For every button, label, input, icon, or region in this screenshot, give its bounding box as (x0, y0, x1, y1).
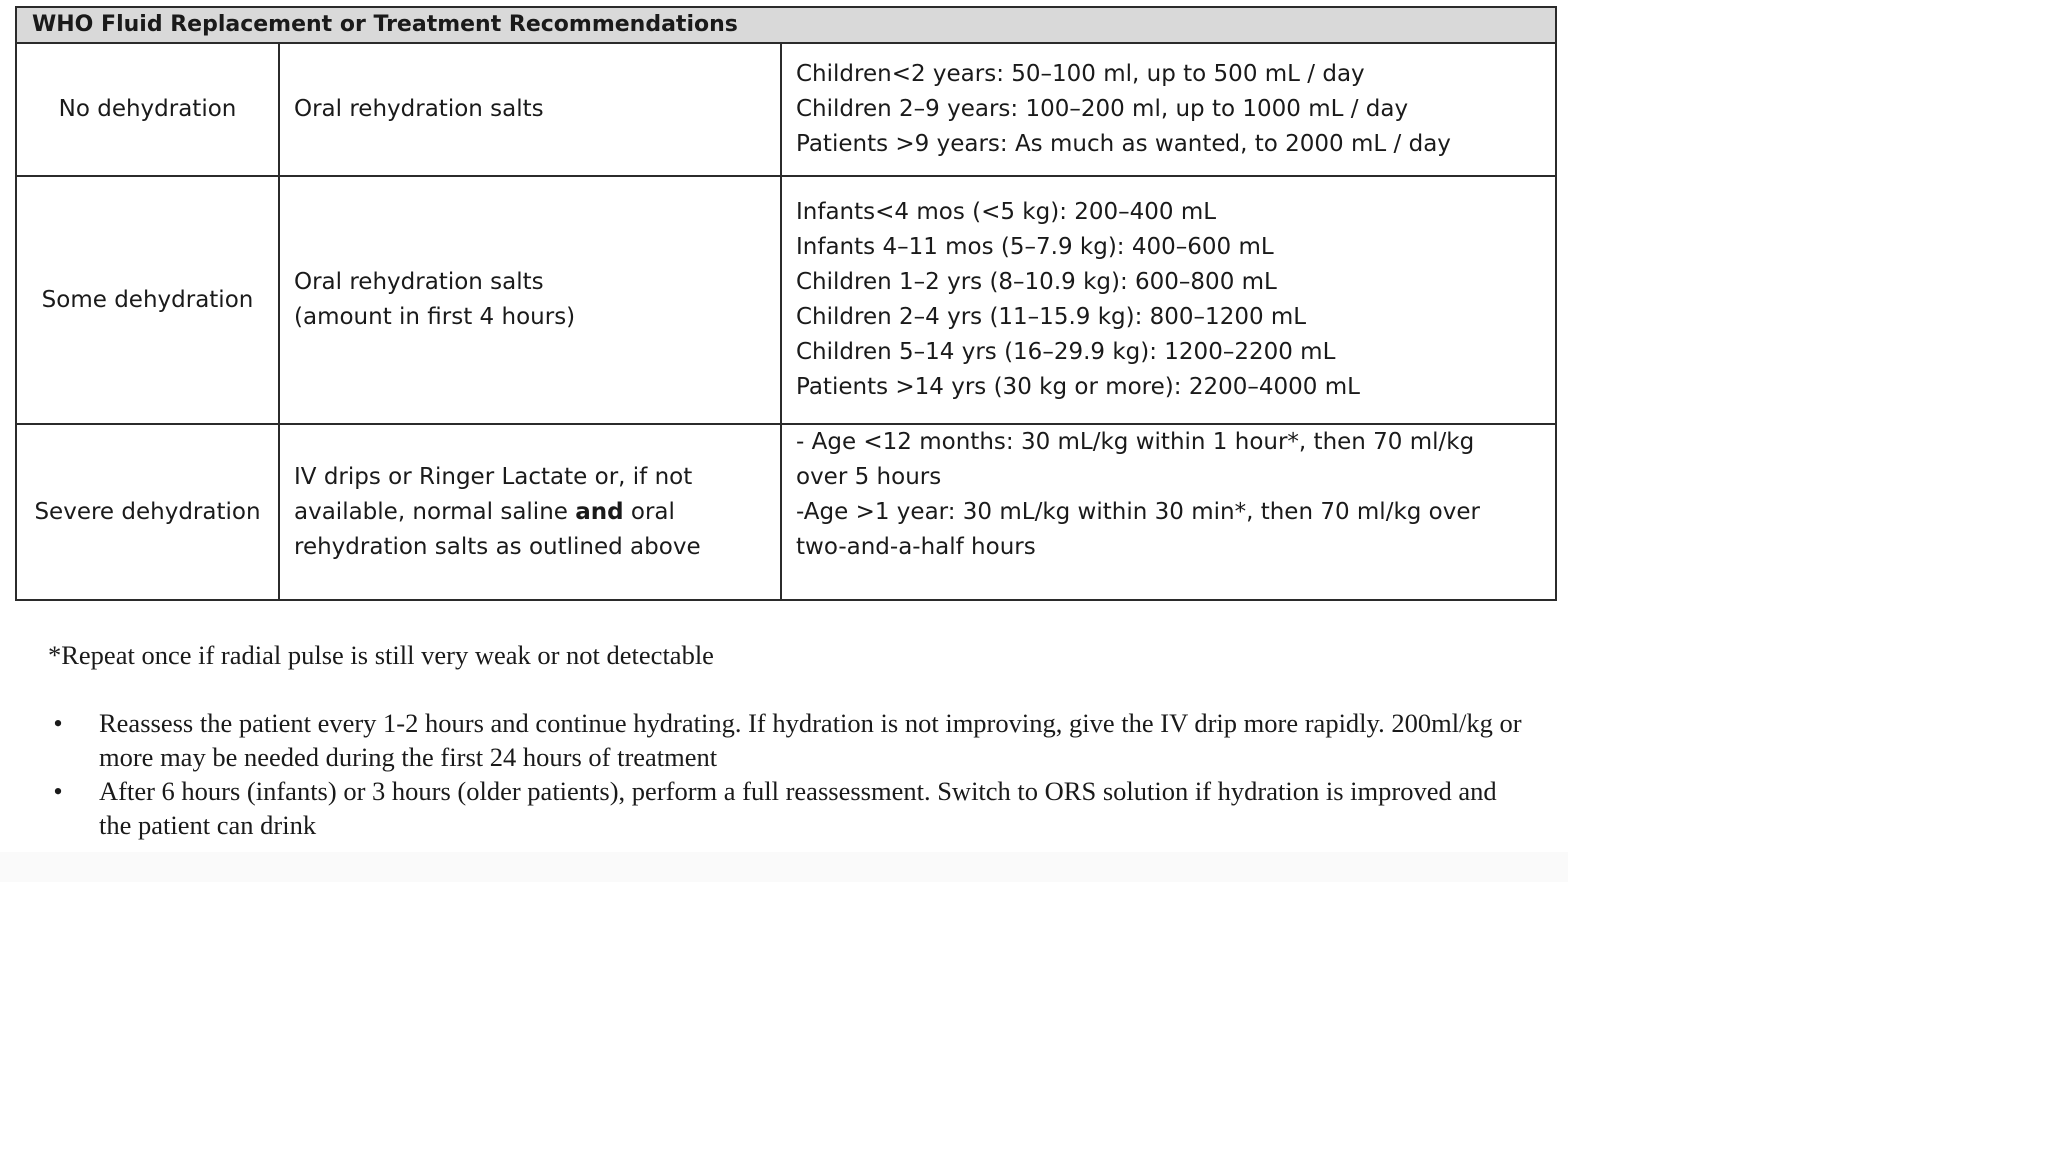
bullet-text: Reassess the patient every 1-2 hours and continue hydrating. If hydration is not improving, give the IV drip more rapidly. 200ml/kg or more may be needed during the first 24 hours of treatment (99, 708, 1522, 772)
table-row-severe-dehydration (16, 424, 1556, 600)
table-row-no-dehydration (16, 43, 1556, 176)
list-item (48, 774, 1528, 842)
amount-line: Infants 4–11 mos (5–7.9 kg): 400–600 mL (796, 234, 1274, 260)
amount-line: over 5 hours (796, 464, 942, 490)
treatment-emphasis: and (575, 498, 624, 525)
bullet-text: After 6 hours (infants) or 3 hours (older patients), perform a full reassessment. Switch to ORS solution if hydration is improved and the patient can drink (99, 776, 1497, 840)
treatment-cell (279, 43, 781, 176)
treatment-text: available, normal saline (294, 498, 576, 525)
amount-line: -Age >1 year: 30 mL/kg within 30 min*, then 70 ml/kg over (796, 499, 1480, 525)
bullet-icon: • (53, 708, 63, 738)
amount-line: two-and-a-half hours (796, 534, 1036, 560)
treatment-text: oral (623, 498, 675, 525)
treatment-line: (amount in first 4 hours) (294, 304, 576, 330)
amount-line: Children 2–9 years: 100–200 ml, up to 1000 mL / day (796, 96, 1409, 122)
treatment-line: IV drips or Ringer Lactate or, if not (294, 463, 693, 490)
amount-line: Children 1–2 yrs (8–10.9 kg): 600–800 mL (796, 269, 1277, 295)
list-item (48, 706, 1528, 774)
table-row-some-dehydration (16, 176, 1556, 424)
table-title: WHO Fluid Replacement or Treatment Recommendations (16, 7, 1556, 43)
treatment-line: rehydration salts as outlined above (294, 533, 701, 560)
footnote: *Repeat once if radial pulse is still very weak or not detectable (48, 640, 714, 670)
amount-cell (781, 176, 1556, 424)
amount-line: Infants<4 mos (<5 kg): 200–400 mL (796, 199, 1217, 225)
bullet-icon: • (53, 776, 63, 806)
treatment-cell (279, 176, 781, 424)
treatment-line: Oral rehydration salts (294, 96, 544, 122)
dehydration-level-cell: Severe dehydration (16, 424, 279, 600)
dehydration-level-cell: Some dehydration (16, 176, 279, 424)
amount-line: - Age <12 months: 30 mL/kg within 1 hour*, then 70 ml/kg (796, 429, 1475, 455)
notes-section (48, 638, 1528, 842)
amount-line: Children 2–4 yrs (11–15.9 kg): 800–1200 mL (796, 304, 1307, 330)
bullet-list (48, 706, 1528, 842)
amount-line: Children 5–14 yrs (16–29.9 kg): 1200–2200 mL (796, 339, 1336, 365)
dehydration-level-cell: No dehydration (16, 43, 279, 176)
amount-cell (781, 43, 1556, 176)
treatment-line: Oral rehydration salts (294, 269, 544, 295)
treatment-line (294, 495, 766, 530)
treatment-cell (279, 424, 781, 600)
amount-line: Patients >14 yrs (30 kg or more): 2200–4000 mL (796, 374, 1360, 400)
amount-cell (781, 424, 1556, 600)
who-recommendations-table (15, 6, 1557, 601)
amount-line: Patients >9 years: As much as wanted, to 2000 mL / day (796, 131, 1451, 157)
page-bottom-shade (0, 852, 1568, 882)
amount-line: Children<2 years: 50–100 ml, up to 500 mL / day (796, 61, 1365, 87)
